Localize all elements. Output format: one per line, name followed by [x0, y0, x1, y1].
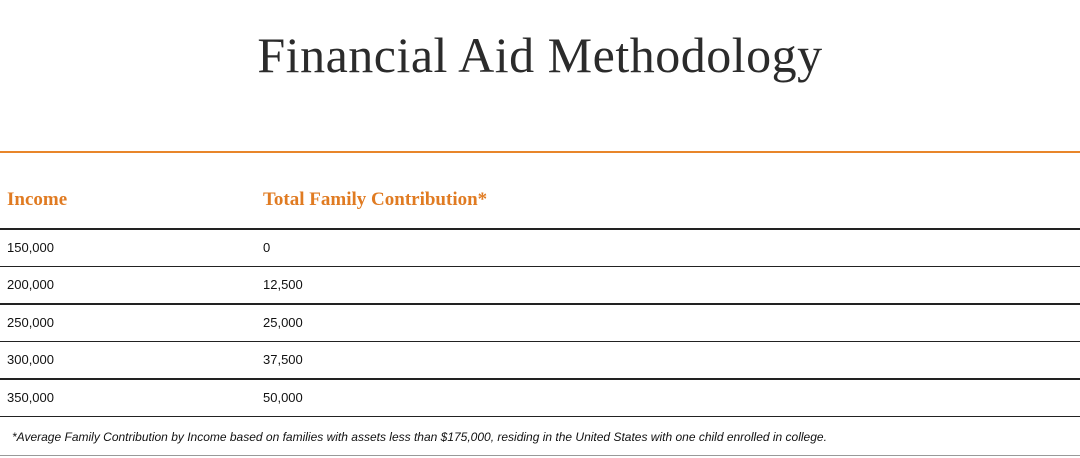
income-cell: 250,000 [7, 314, 54, 330]
contribution-cell: 12,500 [263, 277, 303, 292]
table-row [0, 380, 1080, 416]
income-cell: 150,000 [7, 239, 54, 255]
footnote: *Average Family Contribution by Income based on families with assets less than $175,000, residing in the United States with one child enrolled in college. [12, 430, 827, 444]
income-cell: 300,000 [7, 352, 54, 367]
table-row [0, 305, 1080, 341]
contribution-table [0, 186, 1080, 417]
orange-divider [0, 151, 1080, 153]
table-header [0, 186, 1080, 228]
income-cell: 200,000 [7, 277, 54, 292]
header-total-family-contribution: Total Family Contribution* [263, 189, 488, 210]
contribution-cell: 0 [263, 239, 271, 255]
contribution-cell: 25,000 [263, 314, 303, 330]
table-row [0, 230, 1080, 266]
table-row [0, 267, 1080, 303]
income-cell: 350,000 [7, 389, 54, 405]
table-row [0, 342, 1080, 378]
row-divider [0, 416, 1080, 418]
contribution-cell: 50,000 [263, 389, 303, 405]
page-title: Financial Aid Methodology [257, 27, 823, 83]
header-income: Income [7, 189, 68, 210]
contribution-cell: 37,500 [263, 352, 303, 367]
bottom-divider [0, 455, 1080, 456]
